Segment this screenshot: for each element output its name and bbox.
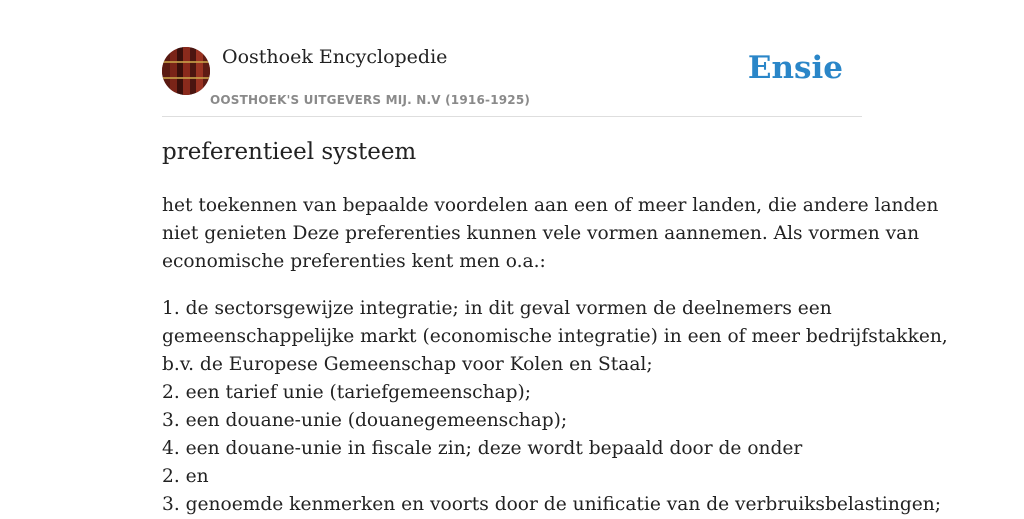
publisher-subtitle: OOSTHOEK'S UITGEVERS MIJ. N.V (1916-1925) [210, 93, 531, 107]
intro-paragraph [162, 192, 939, 276]
list-item: 2. een tarief unie (tariefgemeenschap); [162, 382, 532, 403]
article-title: preferentieel systeem [162, 139, 417, 165]
site-header [162, 0, 862, 117]
list-item: 3. genoemde kenmerken en voorts door de unificatie van de verbruiksbelastingen; [162, 494, 941, 515]
list-item: 1. de sectorsgewijze integratie; in dit geval vormen de deelnemers een [162, 298, 832, 319]
publication-avatar[interactable] [162, 47, 210, 95]
text-line: economische preferenties kent men o.a.: [162, 251, 546, 272]
article-body [162, 192, 948, 519]
list-item: gemeenschappelijke markt (economische integratie) in een of meer bedrijfstakken, [162, 326, 948, 347]
list-item: b.v. de Europese Gemeenschap voor Kolen en Staal; [162, 354, 653, 375]
brand-logo[interactable]: Ensie [747, 50, 843, 86]
list-item: 3. een douane-unie (douanegemeenschap); [162, 410, 568, 431]
publication-title[interactable]: Oosthoek Encyclopedie [222, 46, 448, 68]
text-line: het toekennen van bepaalde voordelen aan een of meer landen, die andere landen [162, 195, 939, 216]
list-paragraph [162, 295, 948, 519]
list-item: 4. een douane-unie in fiscale zin; deze wordt bepaald door de onder [162, 438, 803, 459]
list-item: 2. en [162, 466, 209, 487]
text-line: niet genieten Deze preferenties kunnen vele vormen aannemen. Als vormen van [162, 223, 920, 244]
